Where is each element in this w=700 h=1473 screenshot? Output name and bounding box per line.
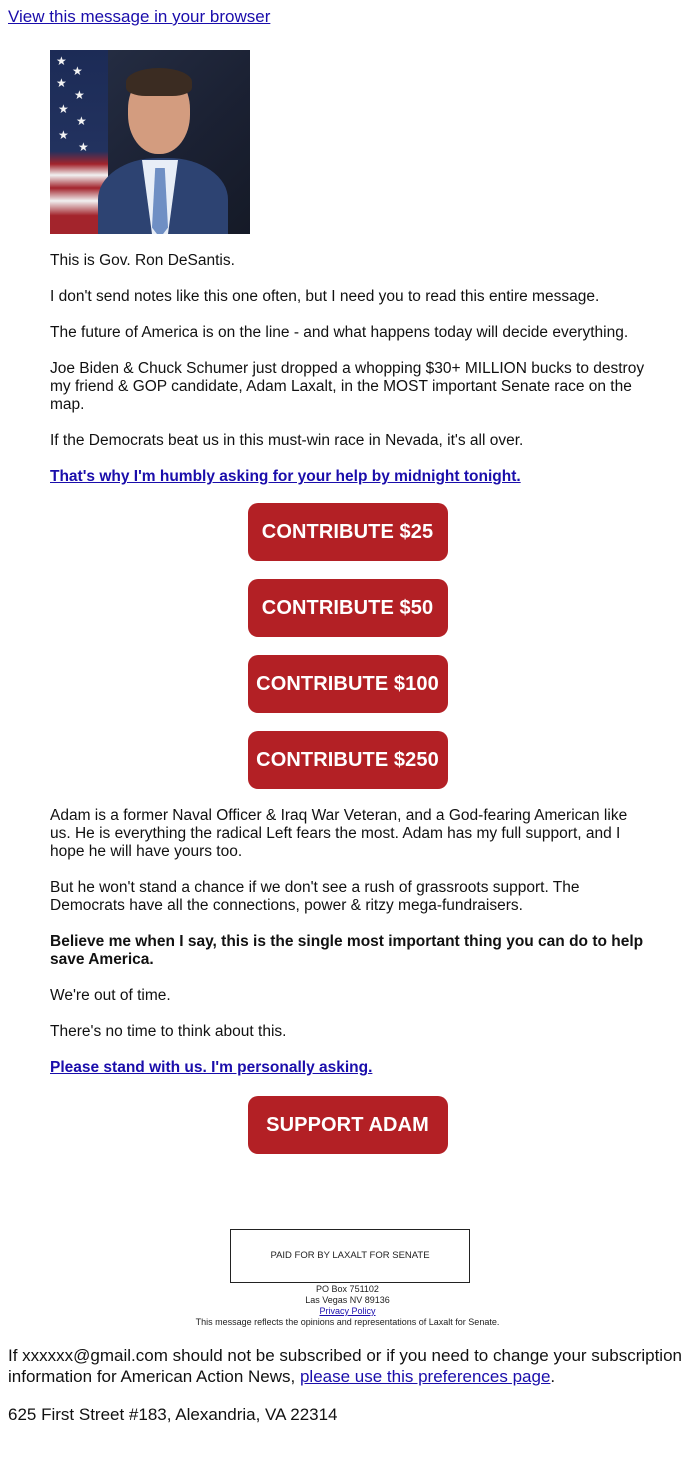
paragraph-no-time: There's no time to think about this. [50, 1023, 287, 1040]
footer-address: 625 First Street #183, Alexandria, VA 22314 [8, 1405, 338, 1424]
contribute-25-button[interactable]: CONTRIBUTE $25 [248, 503, 448, 561]
footer-text-before: If xxxxxx@gmail.com should not be subscribed or if you need to change your subscription information for American Action News, [8, 1346, 682, 1386]
view-in-browser-link[interactable]: View this message in your browser [8, 7, 271, 26]
paragraph-nevada: If the Democrats beat us in this must-win race in Nevada, it's all over. [50, 432, 524, 449]
email-content [50, 50, 645, 1154]
support-adam-button[interactable]: SUPPORT ADAM [248, 1096, 448, 1154]
paragraph-adam-bio: Adam is a former Naval Officer & Iraq War Veteran, and a God-fearing American like us. He is everything the radical Left fears the most. Adam has my full support, and I hope he will have yours too. [50, 807, 628, 860]
po-box-text: PO Box 751102 [316, 1284, 379, 1294]
paragraph-future: The future of America is on the line - and what happens today will decide everything. [50, 324, 629, 341]
reflects-text: This message reflects the opinions and representations of Laxalt for Senate. [195, 1317, 500, 1327]
paid-for-box [230, 1229, 470, 1283]
disclaimer-info [150, 1284, 545, 1328]
contribute-250-button[interactable]: CONTRIBUTE $250 [248, 731, 448, 789]
city-text: Las Vegas NV 89136 [305, 1295, 390, 1305]
contribute-50-button[interactable]: CONTRIBUTE $50 [248, 579, 448, 637]
portrait-photo [50, 50, 250, 234]
paragraph-biden-schumer: Joe Biden & Chuck Schumer just dropped a whopping $30+ MILLION bucks to destroy my friend & GOP candidate, Adam Laxalt, in the MOST important Senate race on the map. [50, 360, 645, 413]
ask-help-link[interactable]: That's why I'm humbly asking for your help by midnight tonight. [50, 468, 521, 485]
contribute-100-button[interactable]: CONTRIBUTE $100 [248, 655, 448, 713]
stand-with-us-link[interactable]: Please stand with us. I'm personally asking. [50, 1059, 373, 1076]
flag-icon: ★ ★ ★ ★ ★ ★ ★ ★ [50, 50, 108, 234]
privacy-policy-link[interactable]: Privacy Policy [319, 1306, 376, 1316]
footer-text-after: . [550, 1367, 556, 1386]
paragraph-believe-me: Believe me when I say, this is the single most important thing you can do to help save America. [50, 933, 644, 968]
paragraph-grassroots: But he won't stand a chance if we don't see a rush of grassroots support. The Democrats have all the connections, power & ritzy mega-fundraisers. [50, 879, 580, 914]
paragraph-intro: This is Gov. Ron DeSantis. [50, 252, 235, 269]
subscription-footer [8, 1345, 692, 1387]
preferences-link[interactable]: please use this preferences page [299, 1367, 551, 1386]
hair-shape [126, 68, 192, 96]
paragraph-notes: I don't send notes like this one often, but I need you to read this entire message. [50, 288, 600, 305]
paragraph-out-of-time: We're out of time. [50, 987, 171, 1004]
paid-for-text: PAID FOR BY LAXALT FOR SENATE [270, 1250, 430, 1261]
